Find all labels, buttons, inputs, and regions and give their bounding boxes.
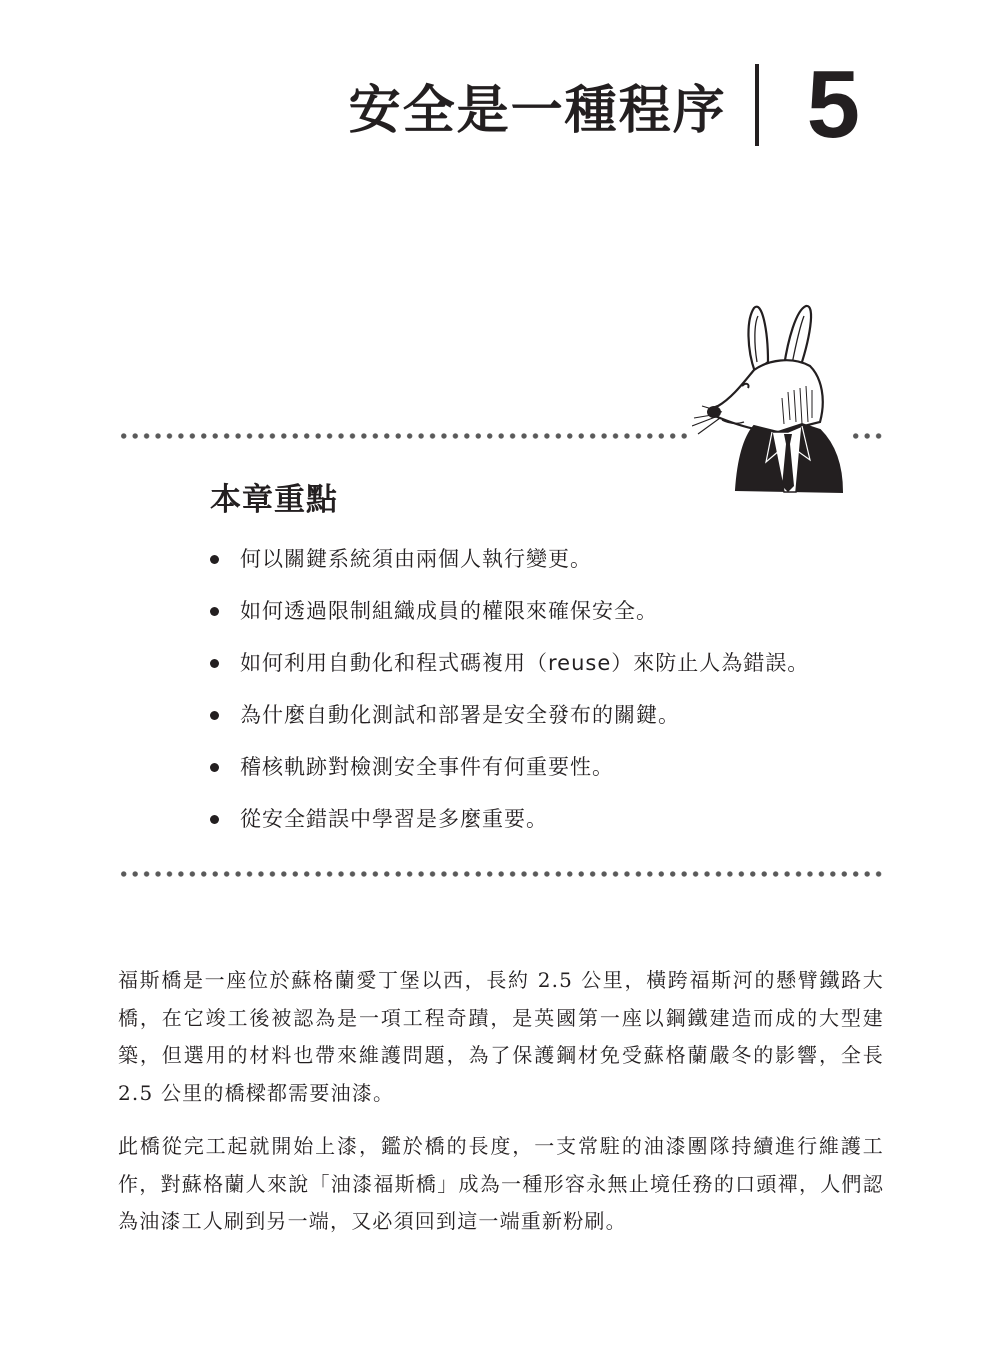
body-paragraph: 此橋從完工起就開始上漆，鑑於橋的長度，一支常駐的油漆團隊持續進行維護工作，對蘇格蘭人來說「油漆福斯橋」成為一種形容永無止境任務的口頭禪，人們認為油漆工人刷到另一端，又必須回到這一端重新粉刷。	[118, 1134, 884, 1233]
rat-mascot-icon	[692, 300, 852, 495]
bullet-icon	[210, 659, 219, 668]
chapter-divider	[755, 64, 759, 146]
body-paragraph: 福斯橋是一座位於蘇格蘭愛丁堡以西，長約 2.5 公里，橫跨福斯河的懸臂鐵路大橋，在它竣工後被認為是一項工程奇蹟，是英國第一座以鋼鐵建造而成的大型建築，但選用的材料也帶來維護問題，為了保護鋼材免受蘇格蘭嚴冬的影響，全長 2.5 公里的橋樑都需要油漆。	[118, 968, 884, 1105]
chapter-number: 5	[806, 51, 860, 158]
bullet-icon	[210, 815, 219, 824]
list-item-text: 為什麼自動化測試和部署是安全發布的關鍵。	[240, 703, 680, 727]
rat-mascot-illustration	[692, 300, 852, 495]
list-item	[210, 748, 870, 800]
list-item	[210, 540, 870, 592]
list-item-text: 從安全錯誤中學習是多麼重要。	[240, 807, 548, 831]
bullet-icon	[210, 555, 219, 564]
bullet-icon	[210, 763, 219, 772]
highlights-list	[210, 540, 870, 852]
dotted-divider-bottom	[118, 870, 884, 878]
list-item	[210, 696, 870, 748]
list-item	[210, 592, 870, 644]
chapter-title: 安全是一種程序	[348, 80, 727, 141]
list-item-text: 如何透過限制組織成員的權限來確保安全。	[240, 599, 658, 623]
section-heading-highlights: 本章重點	[210, 482, 338, 518]
bullet-icon	[210, 711, 219, 720]
chapter-header	[348, 51, 860, 158]
bullet-icon	[210, 607, 219, 616]
list-item	[210, 644, 870, 696]
list-item	[210, 800, 870, 852]
list-item-text: 稽核軌跡對檢測安全事件有何重要性。	[240, 755, 614, 779]
list-item-text: 如何利用自動化和程式碼複用（reuse）來防止人為錯誤。	[240, 651, 810, 675]
list-item-text: 何以關鍵系統須由兩個人執行變更。	[240, 547, 592, 571]
